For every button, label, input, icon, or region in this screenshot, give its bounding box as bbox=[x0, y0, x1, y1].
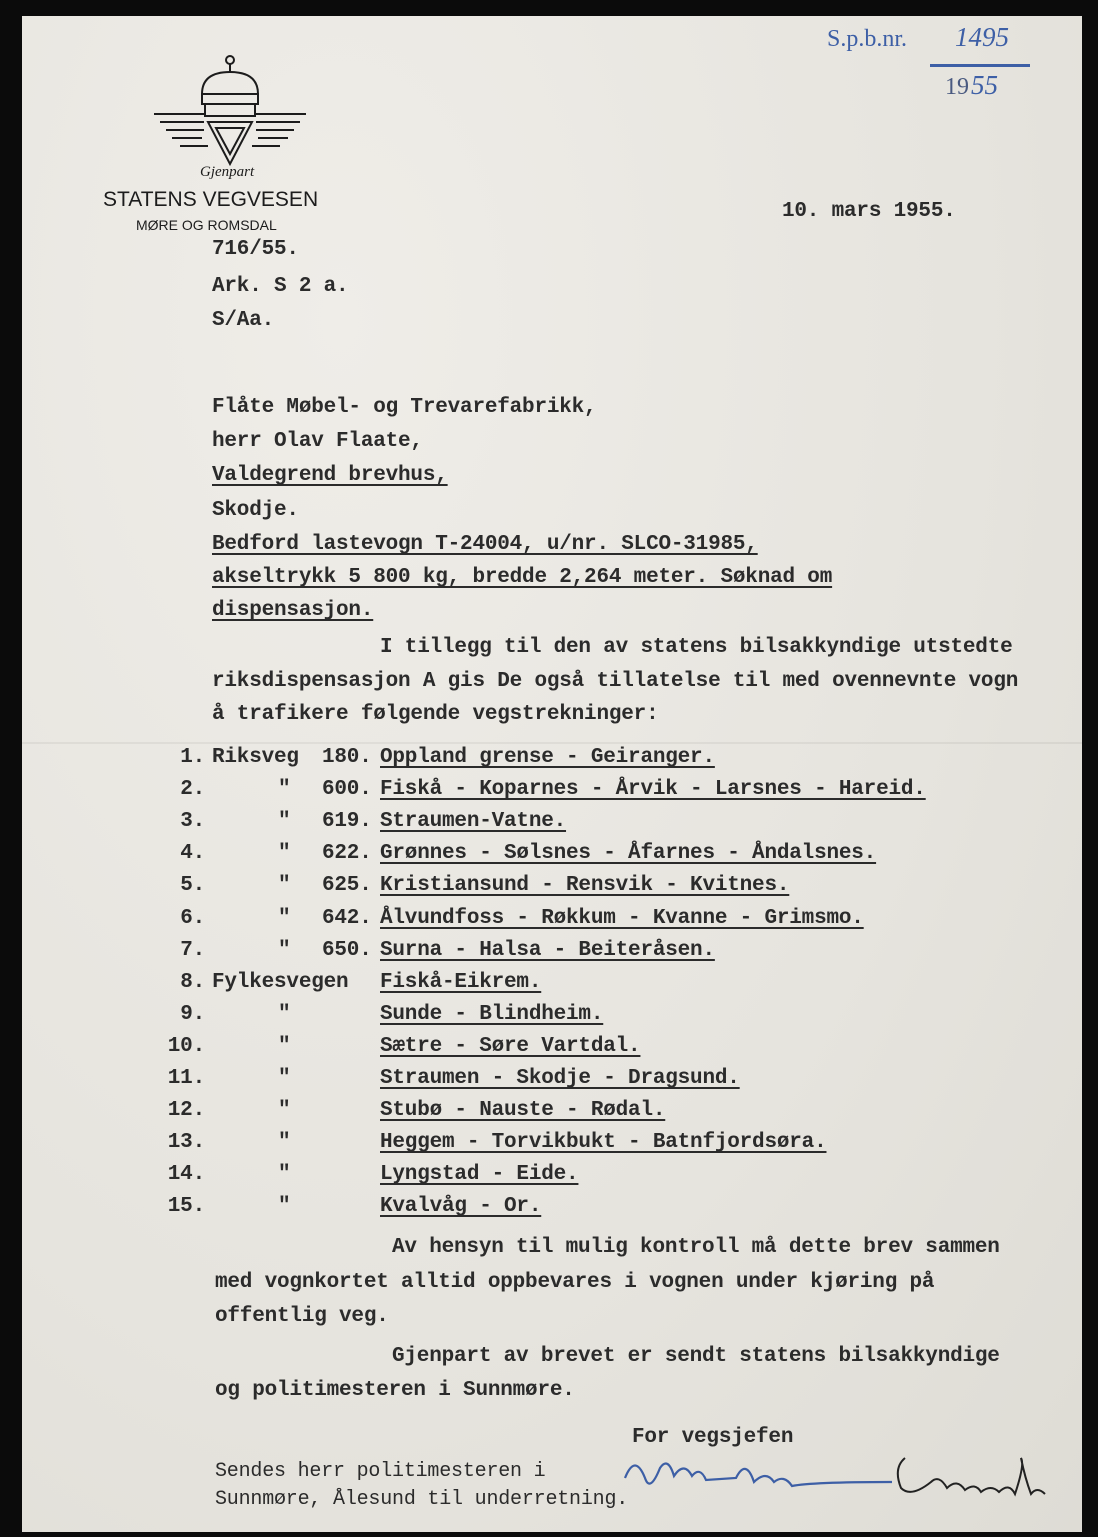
ditto-mark: " bbox=[278, 842, 291, 866]
fold-line bbox=[22, 742, 1082, 744]
road-number: 619. bbox=[322, 810, 372, 834]
ditto-mark: " bbox=[278, 810, 291, 834]
handwritten-signature bbox=[615, 1438, 1075, 1508]
recipient-line: Valdegrend brevhus, bbox=[212, 464, 448, 487]
subject-line: Bedford lastevogn T-24004, u/nr. SLCO-31985, bbox=[212, 533, 758, 556]
region-name: MØRE OG ROMSDAL bbox=[136, 217, 277, 233]
road-number: 600. bbox=[322, 778, 372, 802]
road-number: 642. bbox=[322, 906, 372, 930]
road-number: 180. bbox=[322, 746, 372, 769]
route-number: 14. bbox=[167, 1163, 205, 1187]
reference-number: 716/55. bbox=[212, 238, 299, 261]
copy-label: Gjenpart bbox=[200, 164, 255, 180]
road-number: 650. bbox=[322, 938, 372, 962]
ditto-mark: " bbox=[278, 1067, 291, 1090]
copy-note-line: og politimesteren i Sunnmøre. bbox=[215, 1379, 575, 1402]
crown-wings-logo bbox=[150, 52, 310, 170]
road-type: Fylkesvegen bbox=[212, 970, 349, 994]
road-number: 622. bbox=[322, 842, 372, 866]
route-number: 9. bbox=[180, 1002, 205, 1026]
route-description: Sætre - Søre Vartdal. bbox=[380, 1034, 641, 1058]
stamp-year-printed: 19 bbox=[945, 74, 969, 100]
route-number: 10. bbox=[167, 1034, 205, 1058]
ditto-mark: " bbox=[278, 874, 291, 898]
ditto-mark: " bbox=[278, 1131, 291, 1155]
route-number: 2. bbox=[180, 778, 205, 802]
route-number: 1. bbox=[180, 746, 205, 769]
road-number: 625. bbox=[322, 874, 372, 898]
route-description: Lyngstad - Eide. bbox=[380, 1163, 579, 1187]
route-number: 5. bbox=[180, 874, 205, 898]
letter-date: 10. mars 1955. bbox=[782, 200, 956, 223]
stamp-rule bbox=[930, 64, 1030, 67]
route-description: Straumen - Skodje - Dragsund. bbox=[380, 1067, 740, 1090]
ditto-mark: " bbox=[278, 1099, 291, 1123]
route-number: 6. bbox=[180, 906, 205, 930]
route-number: 13. bbox=[167, 1131, 205, 1155]
closing-line: med vognkortet alltid oppbevares i vognen under kjøring på bbox=[215, 1271, 935, 1294]
route-description: Ålvundfoss - Røkkum - Kvanne - Grimsmo. bbox=[380, 906, 864, 930]
route-description: Oppland grense - Geiranger. bbox=[380, 746, 715, 769]
ditto-mark: " bbox=[278, 938, 291, 962]
route-description: Heggem - Torvikbukt - Batnfjordsøra. bbox=[380, 1131, 827, 1155]
route-number: 3. bbox=[180, 810, 205, 834]
route-number: 11. bbox=[167, 1067, 205, 1090]
route-description: Stubø - Nauste - Rødal. bbox=[380, 1099, 666, 1123]
route-number: 7. bbox=[180, 938, 205, 962]
ditto-mark: " bbox=[278, 1195, 291, 1219]
letter-page bbox=[22, 16, 1082, 1532]
route-description: Fiskå-Eikrem. bbox=[380, 970, 542, 994]
intro-line: I tillegg til den av statens bilsakkyndige utstedte bbox=[380, 636, 1013, 659]
ditto-mark: " bbox=[278, 1163, 291, 1187]
stamp-label: S.p.b.nr. bbox=[827, 26, 908, 52]
route-number: 15. bbox=[167, 1195, 205, 1219]
route-description: Grønnes - Sølsnes - Åfarnes - Åndalsnes. bbox=[380, 842, 877, 866]
archive-code: Ark. S 2 a. bbox=[212, 275, 349, 298]
intro-line: å trafikere følgende vegstrekninger: bbox=[212, 703, 659, 726]
route-description: Kvalvåg - Or. bbox=[380, 1195, 542, 1219]
subject-line: dispensasjon. bbox=[212, 599, 374, 622]
ditto-mark: " bbox=[278, 906, 291, 930]
recipient-line: Flåte Møbel- og Trevarefabrikk, bbox=[212, 396, 597, 419]
route-description: Sunde - Blindheim. bbox=[380, 1002, 604, 1026]
footer-line: Sunnmøre, Ålesund til underretning. bbox=[215, 1488, 629, 1511]
organization-name: STATENS VEGVESEN bbox=[103, 188, 319, 211]
stamp-year-handwritten: 55 bbox=[971, 70, 998, 100]
recipient-line: Skodje. bbox=[212, 499, 299, 522]
route-description: Kristiansund - Rensvik - Kvitnes. bbox=[380, 874, 790, 898]
route-description: Surna - Halsa - Beiteråsen. bbox=[380, 938, 715, 962]
closing-line: offentlig veg. bbox=[215, 1305, 389, 1328]
closing-line: Av hensyn til mulig kontroll må dette brev sammen bbox=[392, 1236, 1000, 1259]
subject-line: akseltrykk 5 800 kg, bredde 2,264 meter. Søknad om bbox=[212, 566, 833, 589]
ditto-mark: " bbox=[278, 1002, 291, 1026]
route-number: 12. bbox=[167, 1099, 205, 1123]
route-description: Straumen-Vatne. bbox=[380, 810, 567, 834]
route-description: Fiskå - Koparnes - Årvik - Larsnes - Hareid. bbox=[380, 778, 926, 802]
route-number: 4. bbox=[180, 842, 205, 866]
ditto-mark: " bbox=[278, 1034, 291, 1058]
signoff: For vegsjefen bbox=[632, 1426, 794, 1449]
recipient-line: herr Olav Flaate, bbox=[212, 430, 423, 453]
route-number: 8. bbox=[180, 970, 205, 994]
footer-line: Sendes herr politimesteren i bbox=[215, 1460, 546, 1483]
road-type: Riksveg bbox=[212, 746, 299, 769]
stamp-number: 1495 bbox=[955, 22, 1009, 52]
initials: S/Aa. bbox=[212, 309, 275, 332]
ditto-mark: " bbox=[278, 778, 291, 802]
copy-note-line: Gjenpart av brevet er sendt statens bilsakkyndige bbox=[392, 1345, 1000, 1368]
intro-line: riksdispensasjon A gis De også tillatelse til med ovennevnte vogn bbox=[212, 670, 1019, 693]
